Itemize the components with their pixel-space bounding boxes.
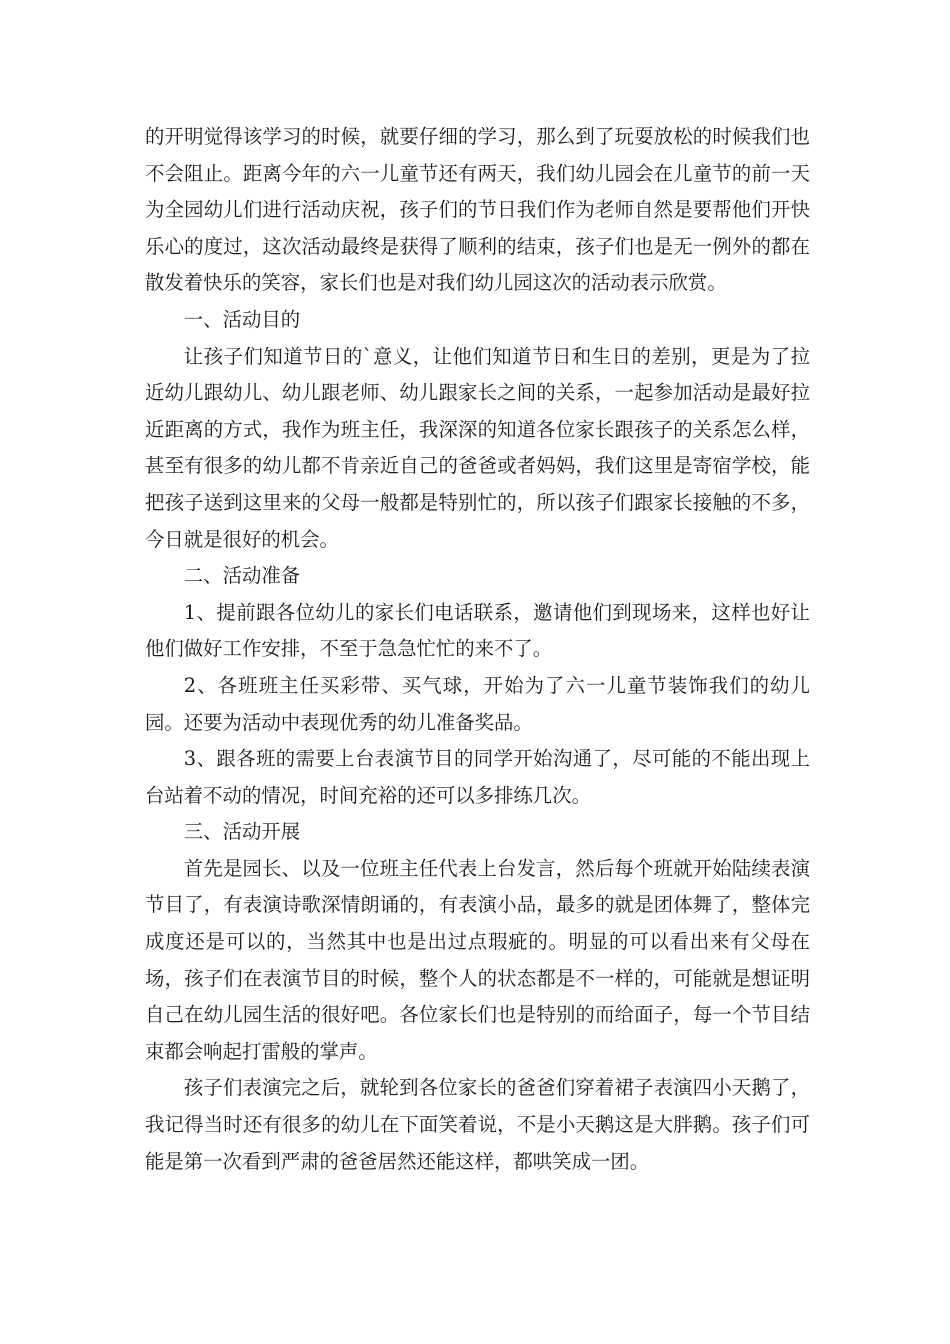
paragraph-preparation-2: 2、各班班主任买彩带、买气球，开始为了六一儿童节装饰我们的幼儿园。还要为活动中表现优秀的幼儿准备奖品。	[145, 673, 810, 734]
paragraph-purpose: 让孩子们知道节日的`意义，让他们知道节日和生日的差别，更是为了拉近幼儿跟幼儿、幼儿跟老师、幼儿跟家长之间的关系，一起参加活动是最好拉近距离的方式，我作为班主任，我深深的知道各位家长跟孩子的关系怎么样，甚至有很多的幼儿都不肯亲近自己的爸爸或者妈妈，我们这里是寄宿学校，能把孩子送到这里来的父母一般都是特别忙的，所以孩子们跟家长接触的不多，今日就是很好的机会。	[145, 344, 810, 551]
paragraph-continuation: 的开明觉得该学习的时候，就要仔细的学习，那么到了玩耍放松的时候我们也不会阻止。距离今年的六一儿童节还有两天，我们幼儿园会在儿童节的前一天为全园幼儿们进行活动庆祝，孩子们的节日我们作为老师自然是要帮他们开快乐心的度过，这次活动最终是获得了顺利的结束，孩子们也是无一例外的都在散发着快乐的笑容，家长们也是对我们幼儿园这次的活动表示欣赏。	[145, 125, 810, 295]
section-heading-activities: 三、活动开展	[183, 820, 301, 844]
section-heading-purpose: 一、活动目的	[183, 307, 301, 331]
section-heading-preparation: 二、活动准备	[183, 564, 301, 588]
paragraph-preparation-1: 1、提前跟各位幼儿的家长们电话联系，邀请他们到现场来，这样也好让他们做好工作安排，不至于急急忙忙的来不了。	[145, 600, 810, 661]
document-page	[145, 119, 810, 1180]
paragraph-preparation-3: 3、跟各班的需要上台表演节目的同学开始沟通了，尽可能的不能出现上台站着不动的情况，时间充裕的还可以多排练几次。	[145, 747, 810, 807]
paragraph-activities-1: 首先是园长、以及一位班主任代表上台发言，然后每个班就开始陆续表演节目了，有表演诗歌深情朗诵的，有表演小品，最多的就是团体舞了，整体完成度还是可以的，当然其中也是出过点瑕疵的。明显的可以看出来有父母在场，孩子们在表演节目的时候，整个人的状态都是不一样的，可能就是想证明自己在幼儿园生活的很好吧。各位家长们也是特别的而给面子，每一个节目结束都会响起打雷般的掌声。	[145, 856, 810, 1063]
paragraph-activities-2: 孩子们表演完之后，就轮到各位家长的爸爸们穿着裙子表演四小天鹅了，我记得当时还有很多的幼儿在下面笑着说，不是小天鹅这是大胖鹅。孩子们可能是第一次看到严肃的爸爸居然还能这样，都哄笑成一团。	[145, 1076, 810, 1173]
